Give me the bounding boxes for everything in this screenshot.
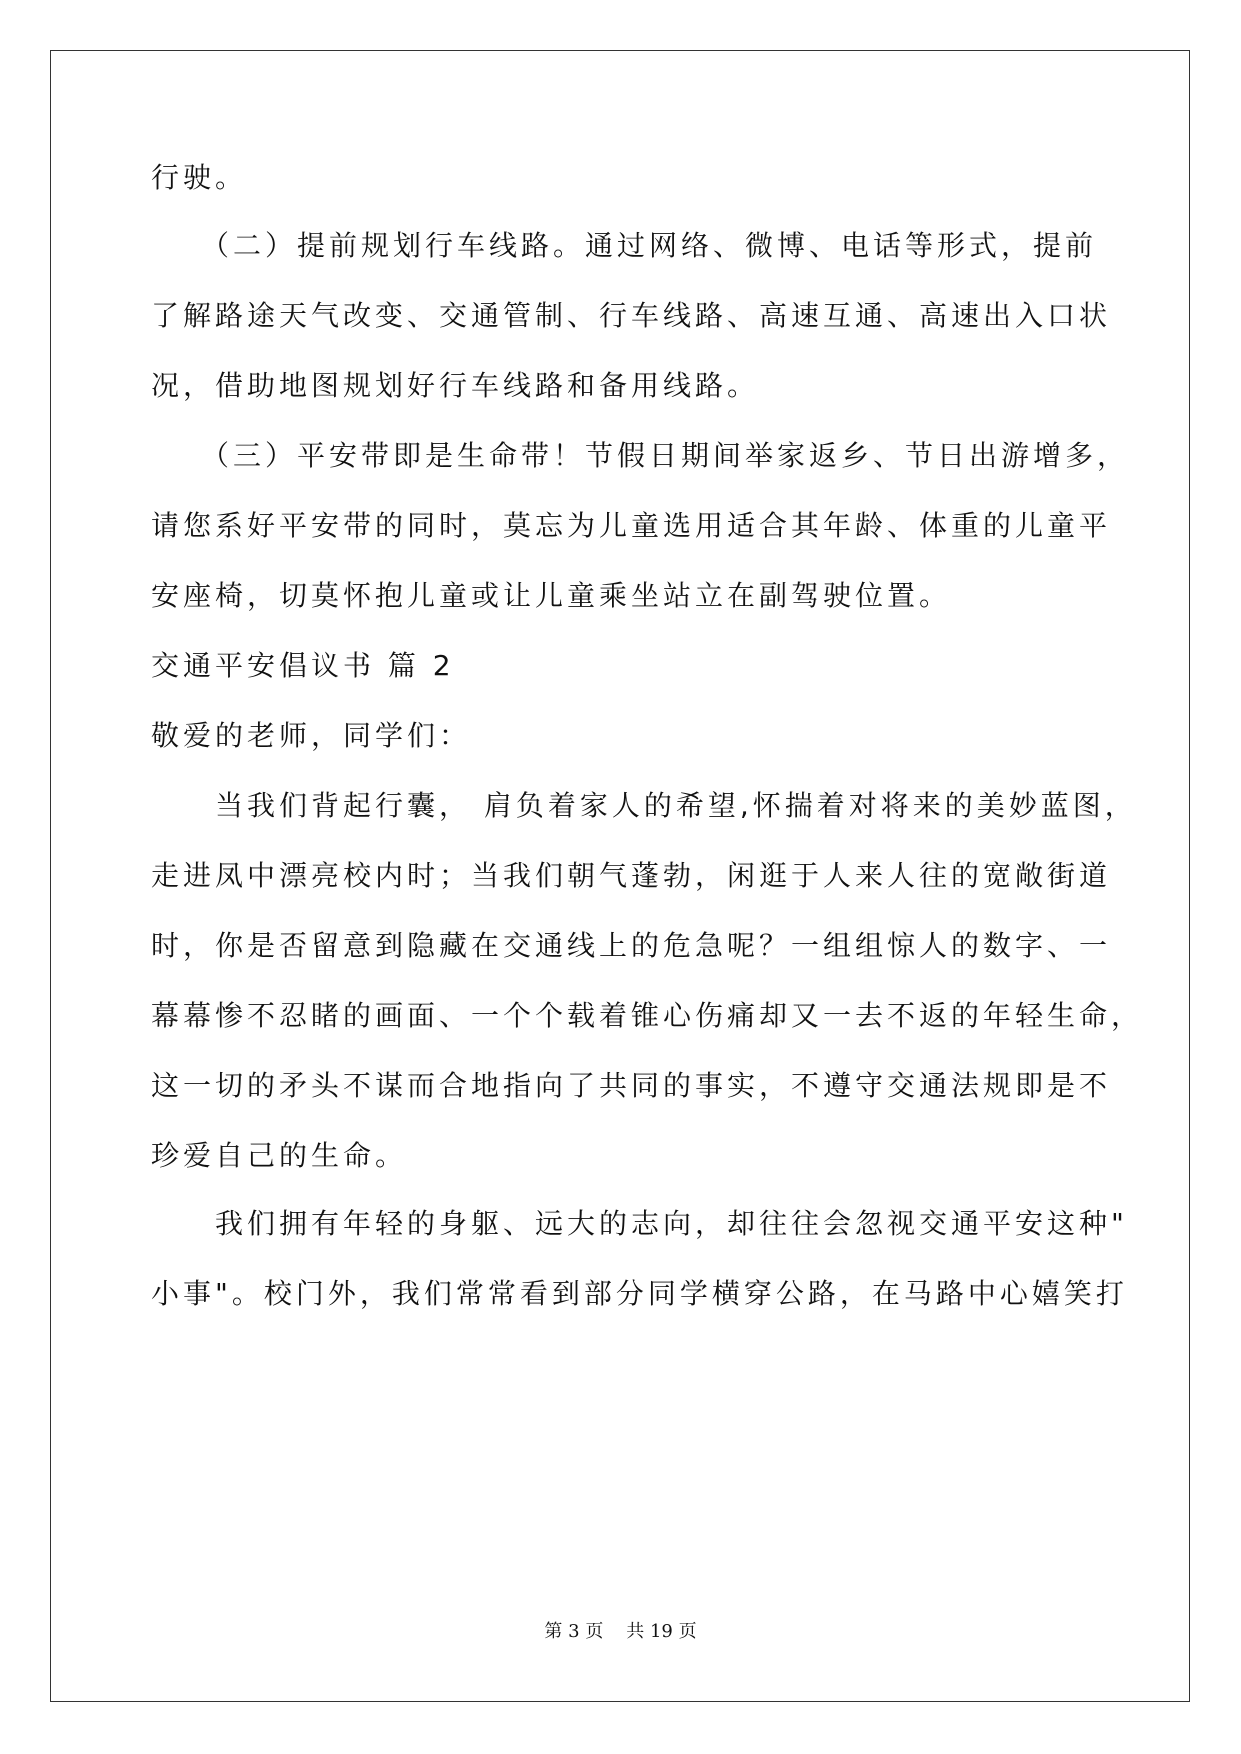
text-line: 安座椅，切莫怀抱儿童或让儿童乘坐站立在副驾驶位置。 bbox=[151, 579, 952, 612]
text-line: 珍爱自己的生命。 bbox=[151, 1139, 408, 1172]
text-line: 况，借助地图规划好行车线路和备用线路。 bbox=[151, 369, 760, 402]
section-heading: 交通平安倡议书 篇 2 bbox=[151, 649, 455, 682]
text-line: 小事"。校门外，我们常常看到部分同学横穿公路，在马路中心嬉笑打 bbox=[151, 1277, 1128, 1310]
text-line: 走进凤中漂亮校内时；当我们朝气蓬勃，闲逛于人来人往的宽敞街道 bbox=[151, 859, 1112, 892]
text-line: 了解路途天气改变、交通管制、行车线路、高速互通、高速出入口状 bbox=[151, 299, 1112, 332]
text-line: 行驶。 bbox=[151, 161, 248, 194]
text-line: 当我们背起行囊， 肩负着家人的希望,怀揣着对将来的美妙蓝图， bbox=[151, 789, 1137, 822]
text-line: 请您系好平安带的同时，莫忘为儿童选用适合其年龄、体重的儿童平 bbox=[151, 509, 1112, 542]
text-line: 我们拥有年轻的身躯、远大的志向，却往往会忽视交通平安这种" bbox=[151, 1207, 1128, 1240]
page-footer bbox=[0, 1620, 1241, 1644]
text-line: 这一切的矛头不谋而合地指向了共同的事实，不遵守交通法规即是不 bbox=[151, 1069, 1112, 1102]
text-line: （三）平安带即是生命带！节假日期间举家返乡、节日出游增多， bbox=[151, 439, 1130, 472]
page-total: 共 19 页 bbox=[626, 1621, 697, 1642]
page-number: 第 3 页 bbox=[544, 1621, 604, 1642]
text-line: 时，你是否留意到隐藏在交通线上的危急呢？一组组惊人的数字、一 bbox=[151, 929, 1112, 962]
text-line: （二）提前规划行车线路。通过网络、微博、电话等形式，提前 bbox=[151, 229, 1098, 262]
text-line: 幕幕惨不忍睹的画面、一个个载着锥心伤痛却又一去不返的年轻生命， bbox=[151, 999, 1144, 1032]
salutation: 敬爱的老师，同学们： bbox=[151, 719, 472, 752]
